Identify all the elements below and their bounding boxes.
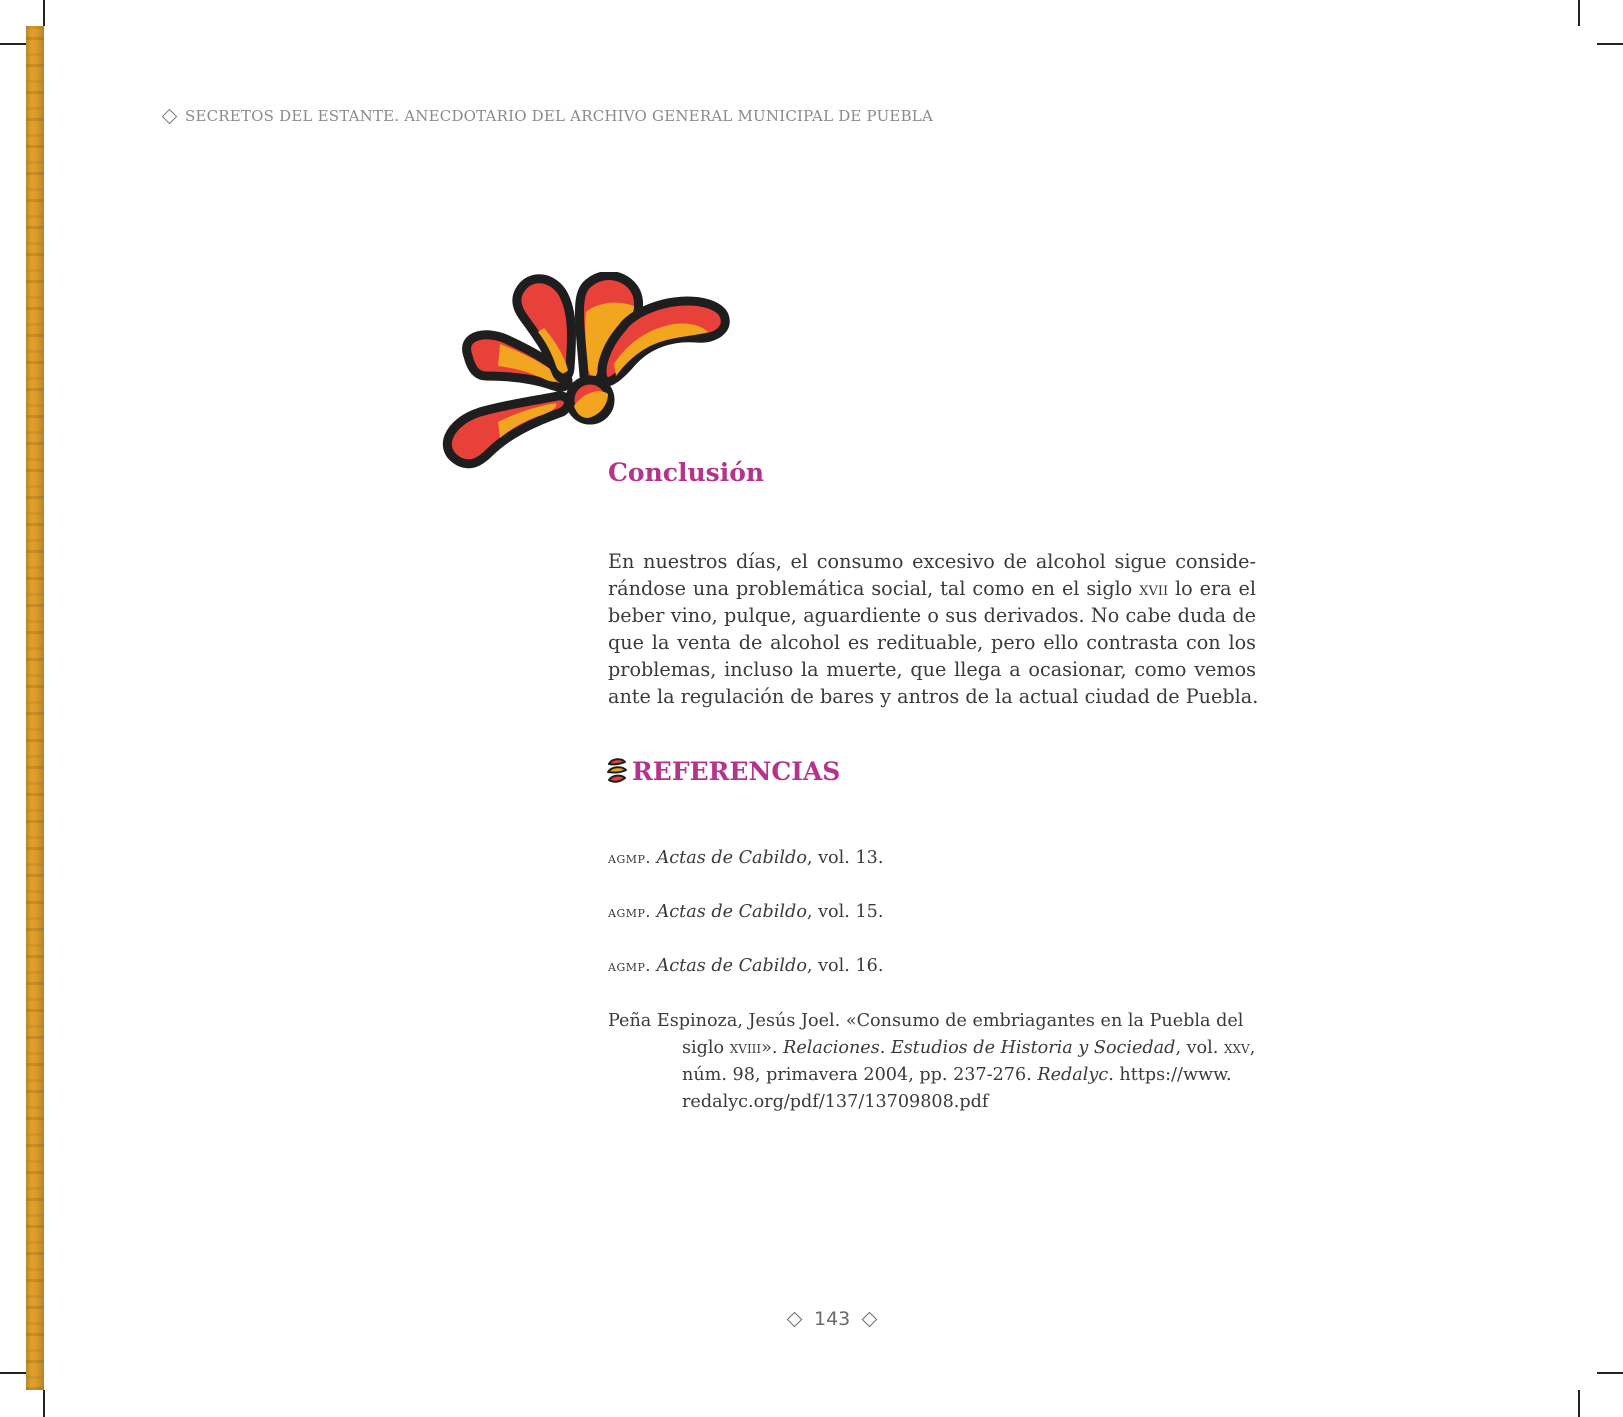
- crop-mark: [43, 1390, 45, 1417]
- diamond-icon: [862, 1311, 878, 1327]
- references-heading: [606, 756, 840, 786]
- crop-mark: [1597, 1372, 1623, 1374]
- reference-title: Actas de Cabildo: [656, 902, 807, 922]
- page-footer: [775, 1308, 889, 1330]
- reference-source: agmp.: [608, 902, 651, 921]
- running-title: SECRETOS DEL ESTANTE. ANECDOTARIO DEL ARCHIVO GENERAL MUNICIPAL DE PUEBLA: [185, 107, 933, 125]
- petal-bullet-icon: [606, 756, 628, 786]
- conclusion-paragraph: [608, 548, 1259, 710]
- crop-mark: [1597, 43, 1623, 45]
- crop-mark: [1578, 0, 1580, 26]
- reference-item: [608, 902, 883, 922]
- reference-title: Actas de Cabildo: [656, 956, 807, 976]
- page-number: 143: [814, 1308, 851, 1330]
- reference-line: siglo xviii». Relaciones. Estudios de Historia y Sociedad, vol. xxv,: [682, 1038, 1256, 1058]
- reference-item: [608, 848, 883, 868]
- reference-detail: , vol. 13.: [806, 848, 884, 868]
- paragraph-line: ante la regulación de bares y antros de la actual ciudad de Puebla.: [608, 685, 1259, 708]
- paragraph-line: rándose una problemática social, tal como en el siglo xvii lo era el: [608, 577, 1256, 600]
- reference-url[interactable]: redalyc.org/pdf/137/13709808.pdf: [682, 1092, 989, 1112]
- journal-title: Relaciones. Estudios de Historia y Sociedad: [783, 1038, 1176, 1058]
- reference-source: agmp.: [608, 956, 651, 975]
- century-numeral: xvii: [1139, 577, 1169, 600]
- crop-mark: [0, 1372, 26, 1374]
- reference-line: Peña Espinoza, Jesús Joel. «Consumo de embriagantes en la Puebla del: [608, 1011, 1244, 1031]
- flower-ornament-icon: [438, 272, 738, 482]
- reference-item: [608, 1008, 1255, 1116]
- reference-title: Actas de Cabildo: [656, 848, 807, 868]
- diamond-icon: [787, 1311, 803, 1327]
- reference-source: agmp.: [608, 848, 651, 867]
- paragraph-line: beber vino, pulque, aguardiente o sus derivados. No cabe duda de: [608, 604, 1256, 627]
- diamond-icon: [162, 108, 178, 124]
- reference-detail: , vol. 16.: [806, 956, 884, 976]
- reference-detail: , vol. 15.: [806, 902, 884, 922]
- crop-mark: [1578, 1390, 1580, 1417]
- paragraph-line: En nuestros días, el consumo excesivo de alcohol sigue conside-: [608, 550, 1256, 573]
- crop-mark: [0, 43, 26, 45]
- database-name: Redalyc: [1037, 1065, 1109, 1085]
- book-spine-strip: [26, 26, 44, 1390]
- paragraph-line: problemas, incluso la muerte, que llega a ocasionar, como vemos: [608, 658, 1256, 681]
- reference-item: [608, 956, 883, 976]
- running-header: [162, 107, 933, 125]
- conclusion-heading: Conclusión: [608, 458, 765, 487]
- reference-line: núm. 98, primavera 2004, pp. 237-276. Redalyc. https://www.: [682, 1065, 1232, 1085]
- paragraph-line: que la venta de alcohol es redituable, pero ello contrasta con los: [608, 631, 1256, 654]
- references-heading-label: REFERENCIAS: [632, 756, 841, 786]
- crop-mark: [43, 0, 45, 26]
